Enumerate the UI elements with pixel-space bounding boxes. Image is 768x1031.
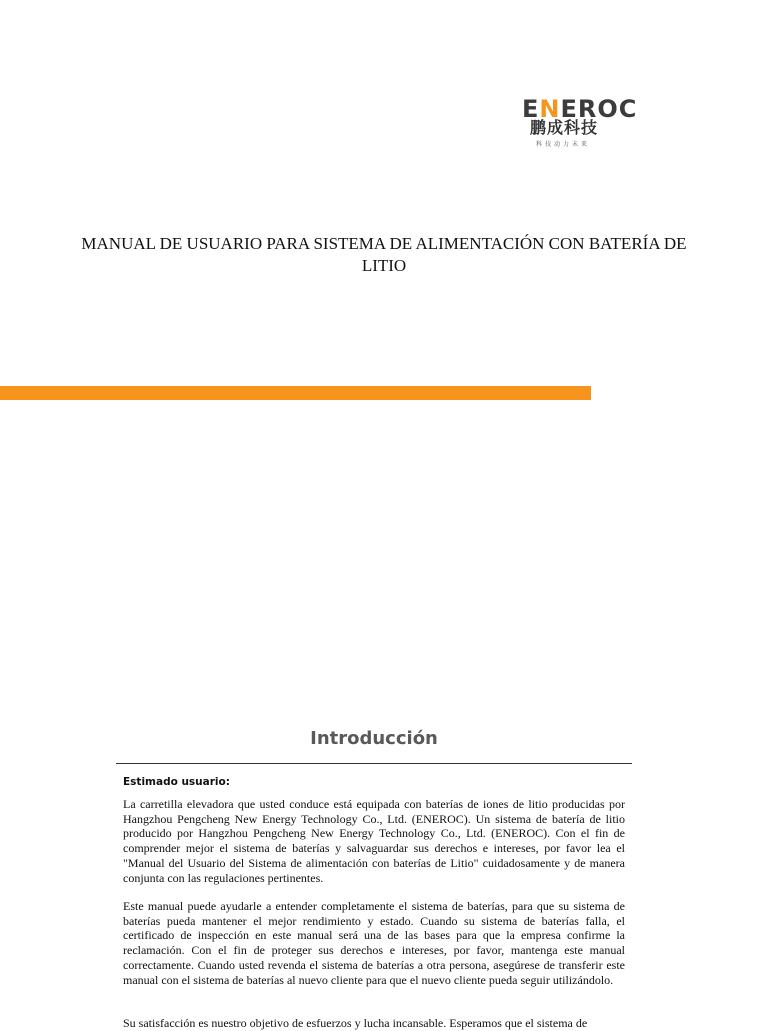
intro-paragraph: Este manual puede ayudarle a entender completamente el sistema de baterías, para que su sistema de baterías pueda mantener el mejor rendimiento y estado. Cuando su sistema de baterías falla, el certificado de inspección en este manual será una de las bases para que la empresa confirme la reclamación. Con el fin de proteger sus derechos e intereses, por favor, mantenga este manual correctamente. Cuando usted revenda el sistema de baterías a otra persona, asegúrese de transferir este manual con el sistema de baterías al nuevo cliente para que el nuevo cliente pueda seguir utilizándolo.	[123, 899, 625, 987]
decorative-orange-bar	[0, 386, 591, 400]
intro-paragraph: Su satisfacción es nuestro objetivo de esfuerzos y lucha incansable. Esperamos que el sistema de	[123, 1016, 588, 1030]
eneroc-logo	[522, 96, 636, 152]
section-heading-introduccion: Introducción	[310, 728, 438, 749]
intro-paragraph: La carretilla elevadora que usted conduce está equipada con baterías de iones de litio producidas por Hangzhou Pengcheng New Energy Technology Co., Ltd. (ENEROC). Un sistema de batería de litio producido por Hangzhou Pengcheng New Energy Technology Co., Ltd. (ENEROC). Con el fin de comprender mejor el sistema de baterías y salvaguardar sus derechos e intereses, por favor lea el "Manual del Usuario del Sistema de alimentación con baterías de Litio" cuidadosamente y de manera conjunta con las regulaciones pertinentes.	[123, 797, 625, 885]
logo-wordmark: ENEROC	[522, 95, 638, 123]
logo-accent-letter: N	[539, 95, 561, 123]
document-title: MANUAL DE USUARIO PARA SISTEMA DE ALIMENTACIÓN CON BATERÍA DE LITIO	[81, 234, 687, 275]
logo-chinese-name: 鹏成科技	[530, 118, 599, 137]
section-divider	[116, 763, 632, 764]
logo-tagline: 科技动力未来	[536, 141, 591, 148]
greeting: Estimado usuario:	[123, 776, 230, 788]
